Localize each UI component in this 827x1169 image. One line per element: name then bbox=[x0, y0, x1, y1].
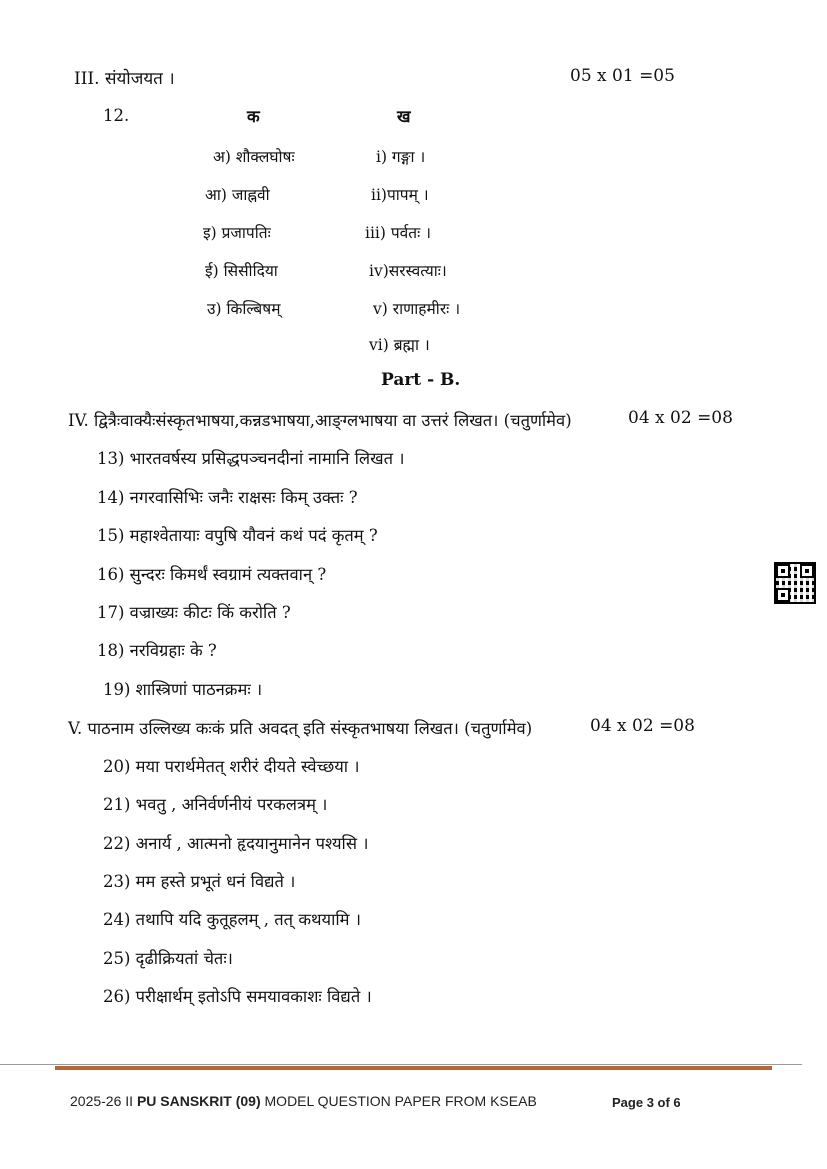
footer-title-suffix: MODEL QUESTION PAPER FROM KSEAB bbox=[260, 1093, 537, 1109]
match-right-item: vi) ब्रह्मा । bbox=[369, 336, 430, 354]
match-left-item: उ) किल्बिषम् bbox=[207, 300, 281, 318]
match-right-item: v) राणाहमीरः । bbox=[373, 300, 461, 318]
question-item: 14) नगरवासिभिः जनैः राक्षसः किम् उक्तः ? bbox=[97, 488, 358, 507]
match-left-item: आ) जाह्नवी bbox=[205, 186, 270, 204]
match-right-item: iii) पर्वतः । bbox=[365, 224, 432, 242]
question-item: 22) अनार्य , आत्मनो हृदयानुमानेन पश्यसि । bbox=[103, 834, 369, 853]
page-number bbox=[612, 1095, 681, 1110]
question-item: 21) भवतु , अनिर्वर्णनीयं परकलत्रम् । bbox=[103, 795, 328, 814]
question-item: 26) परीक्षार्थम् इतोऽपि समयावकाशः विद्यते । bbox=[103, 987, 372, 1006]
match-right-item: iv)सरस्वत्याः। bbox=[369, 262, 447, 280]
section-iv-heading: IV. द्वित्रैःवाक्यैःसंस्कृतभाषया,कन्नडभाषया,आङ्ग्लभाषया वा उत्तरं लिखत। (चतुर्णामेव) bbox=[68, 411, 572, 430]
qr-code-icon bbox=[776, 564, 814, 602]
question-item: 16) सुन्दरः किमर्थं स्वग्रामं त्यक्तवान् ? bbox=[97, 565, 327, 584]
section-iii-marks: 05 x 01 =05 bbox=[570, 66, 675, 86]
footer-title-subject: PU SANSKRIT (09) bbox=[136, 1093, 261, 1109]
section-v-marks: 04 x 02 =08 bbox=[590, 716, 695, 736]
question-item: 15) महाश्वेतायाः वपुषि यौवनं कथं पदं कृतम् ? bbox=[97, 526, 378, 545]
column-a-heading: क bbox=[247, 107, 260, 126]
footer-divider-thick bbox=[55, 1066, 772, 1070]
section-iii-heading: III. संयोजयत । bbox=[74, 69, 175, 89]
question-item: 24) तथापि यदि कुतूहलम् , तत् कथयामि । bbox=[103, 910, 362, 929]
question-item: 19) शास्त्रिणां पाठनक्रमः । bbox=[103, 680, 263, 699]
column-b-heading: ख bbox=[397, 107, 411, 126]
question-item: 20) मया परार्थमेतत् शरीरं दीयते स्वेच्छया । bbox=[103, 757, 360, 776]
page-total: 6 bbox=[673, 1095, 681, 1110]
question-item: 23) मम हस्ते प्रभूतं धनं विद्यते । bbox=[103, 872, 296, 891]
match-right-item: ii)पापम् । bbox=[371, 186, 429, 204]
section-iv-marks: 04 x 02 =08 bbox=[628, 408, 733, 428]
question-12-number: 12. bbox=[103, 106, 130, 125]
footer-title-prefix: 2025-26 II bbox=[70, 1093, 137, 1109]
page-label: Page bbox=[612, 1095, 647, 1110]
match-left-item: ई) सिसीदिया bbox=[205, 262, 278, 280]
part-b-heading: Part - B. bbox=[381, 370, 461, 390]
question-item: 13) भारतवर्षस्य प्रसिद्धपञ्चनदीनां नामानि लिखत । bbox=[97, 449, 405, 468]
footer-divider-thin bbox=[0, 1064, 802, 1065]
footer-title bbox=[70, 1093, 537, 1109]
section-v-heading: V. पाठनाम उल्लिख्य कःकं प्रति अवदत् इति संस्कृतभाषया लिखत। (चतुर्णामेव) bbox=[68, 719, 533, 738]
match-left-item: अ) शौक्लघोषः bbox=[213, 148, 295, 166]
question-item: 25) दृढीक्रियतां चेतः। bbox=[103, 949, 233, 968]
match-right-item: i) गङ्गा । bbox=[376, 148, 426, 166]
page-of: of bbox=[653, 1095, 674, 1110]
question-item: 17) वज्राख्यः कीटः किं करोति ? bbox=[97, 603, 291, 622]
question-item: 18) नरविग्रहाः के ? bbox=[97, 641, 217, 660]
page-current: 3 bbox=[646, 1095, 654, 1110]
match-left-item: इ) प्रजापतिः bbox=[203, 224, 271, 242]
